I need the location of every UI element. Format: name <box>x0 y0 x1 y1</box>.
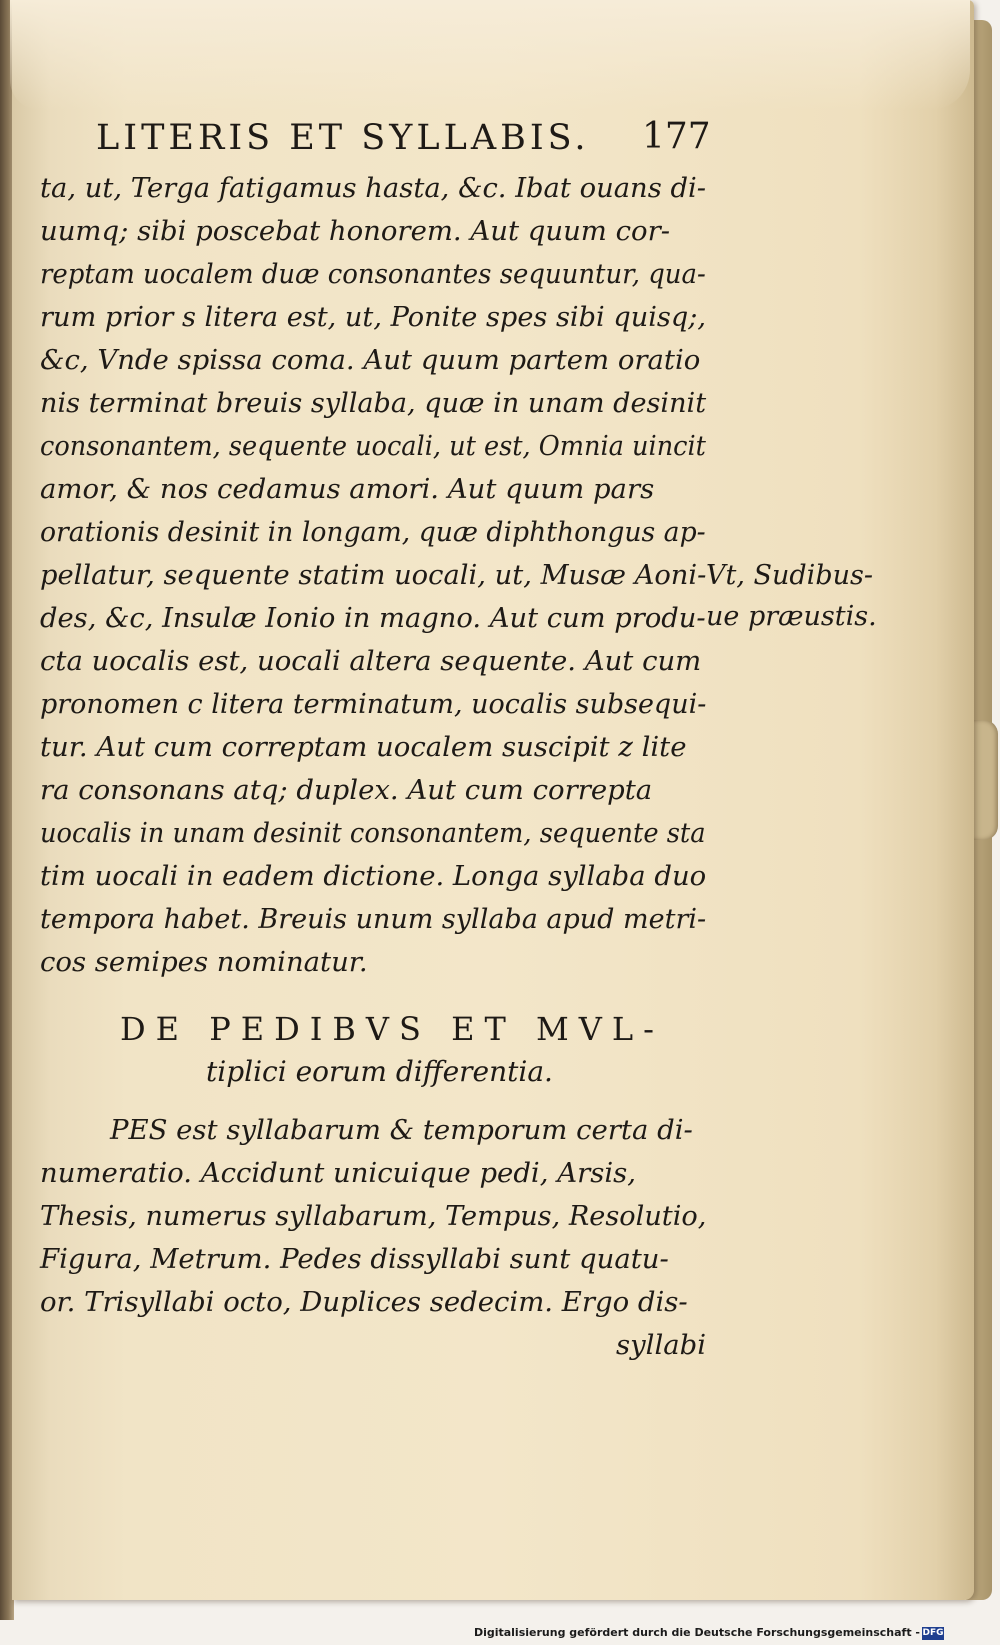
margin-note-line: ue præustis. <box>706 601 877 632</box>
text-line: cta uocalis est, uocali altera sequente. Aut cum <box>40 645 702 677</box>
text-line: ta, ut, Terga fatigamus hasta, &c. Ibat ouans di- <box>40 172 707 204</box>
dfg-logo: DFG <box>922 1628 944 1638</box>
page-tab <box>972 720 998 840</box>
margin-note-line: Vt, Sudibus- <box>706 560 873 591</box>
text-line: &c, Vnde spissa coma. Aut quum partem oratio <box>40 344 701 376</box>
text-line: rum prior s litera est, ut, Ponite spes sibi quisq;, <box>40 301 707 333</box>
text-line: orationis desinit in longam, quæ diphthongus ap- <box>40 516 706 548</box>
paper-stain <box>10 0 970 110</box>
text-line: amor, & nos cedamus amori. Aut quum pars <box>40 473 655 505</box>
text-line: tim uocali in eadem dictione. Longa syllaba duo <box>40 860 707 892</box>
text-line: pellatur, sequente statim uocali, ut, Musæ Aoni- <box>40 559 707 591</box>
text-line: uumq; sibi poscebat honorem. Aut quum cor- <box>40 215 671 247</box>
text-line: Figura, Metrum. Pedes dissyllabi sunt quatu- <box>40 1243 669 1275</box>
text-line: tur. Aut cum correptam uocalem suscipit z lite <box>40 731 687 763</box>
text-line: consonantem, sequente uocali, ut est, Omnia uincit <box>40 430 706 462</box>
text-line: tempora habet. Breuis unum syllaba apud metri- <box>40 903 707 935</box>
text-line: nis terminat breuis syllaba, quæ in unam desinit <box>40 387 707 419</box>
text-line: Thesis, numerus syllabarum, Tempus, Resolutio, <box>40 1200 707 1232</box>
text-line: des, &c, Insulæ Ionio in magno. Aut cum produ- <box>40 602 706 634</box>
text-line: uocalis in unam desinit consonantem, sequente sta <box>40 817 706 849</box>
catchword: syllabi <box>616 1329 707 1361</box>
text-line: PES est syllabarum & temporum certa di- <box>110 1114 693 1146</box>
section-subheading: tiplici eorum differentia. <box>206 1055 553 1088</box>
text-line: cos semipes nominatur. <box>40 946 368 978</box>
running-head-title: LITERIS ET SYLLABIS. <box>96 118 590 158</box>
text-line: or. Trisyllabi octo, Duplices sedecim. Ergo dis- <box>40 1286 688 1318</box>
text-line: reptam uocalem duæ consonantes sequuntur, qua- <box>40 258 706 290</box>
section-heading: DE PEDIBVS ET MVL- <box>120 1010 664 1048</box>
text-line: numeratio. Accidunt unicuique pedi, Arsis, <box>40 1157 636 1189</box>
text-line: pronomen c litera terminatum, uocalis subsequi- <box>40 688 707 720</box>
page-number: 177 <box>642 116 711 157</box>
text-line: ra consonans atq; duplex. Aut cum correpta <box>40 774 653 806</box>
digitization-credit: Digitalisierung gefördert durch die Deutsche Forschungsgemeinschaft - <box>473 1626 920 1639</box>
